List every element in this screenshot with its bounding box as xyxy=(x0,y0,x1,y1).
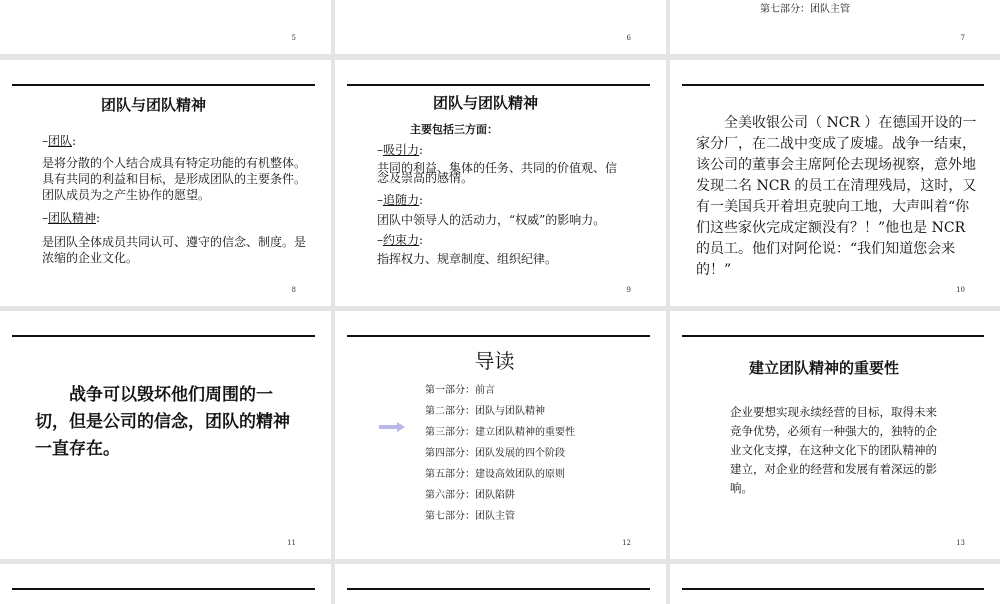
toc-item-3[interactable]: 第三部分：建立团队精神的重要性 xyxy=(425,427,575,438)
team-definition: 是将分散的个人结合成具有特定功能的有机整体。具有共同的利益和目标，是形成团队的主要条件。团队成员为之产生协作的愿望。 xyxy=(42,156,307,202)
slide-9[interactable] xyxy=(335,60,666,306)
team-label: –团队: xyxy=(42,134,77,148)
slide-5[interactable] xyxy=(0,0,331,54)
slide-15[interactable] xyxy=(335,564,666,604)
slide-7[interactable] xyxy=(670,0,1000,54)
slide-number: 5 xyxy=(291,34,296,42)
slide-title: 团队与团队精神 xyxy=(432,94,538,112)
toc-item-6[interactable]: 第六部分：团队陷阱 xyxy=(425,490,515,501)
slide-number: 6 xyxy=(626,34,631,42)
slide-subtitle: 主要包括三方面： xyxy=(410,123,498,136)
slide-8[interactable] xyxy=(0,60,331,306)
bind-label-text: 约束力 xyxy=(383,233,420,247)
slide-rule xyxy=(682,84,984,86)
slide-title: 建立团队精神的重要性 xyxy=(748,359,899,377)
current-section-arrow-icon xyxy=(379,422,405,432)
slide-number: 13 xyxy=(956,539,965,547)
slide-number: 7 xyxy=(960,34,965,42)
slide-number: 11 xyxy=(287,539,296,547)
slide-rule xyxy=(347,335,650,337)
quote-text: 战争可以毁坏他们周围的一切，但是公司的信念，团队的精神一直存在。 xyxy=(35,385,290,459)
slide-title: 团队与团队精神 xyxy=(100,96,206,114)
bind-text: 指挥权力、规章制度、组织纪律。 xyxy=(377,252,558,266)
toc-item-4[interactable]: 第四部分：团队发展的四个阶段 xyxy=(425,448,565,459)
slide-6[interactable] xyxy=(335,0,666,54)
slide-11[interactable] xyxy=(0,311,331,559)
attract-label-text: 吸引力 xyxy=(383,143,420,157)
slide-rule xyxy=(682,335,984,337)
slide-13[interactable] xyxy=(670,311,1000,559)
attract-label: –吸引力: xyxy=(377,143,424,157)
slide-rule xyxy=(12,588,315,590)
follow-text: 团队中领导人的活动力，“权威”的影响力。 xyxy=(377,213,606,227)
spirit-label-text: 团队精神 xyxy=(48,211,97,225)
bind-label: –约束力: xyxy=(377,233,424,247)
slide-number: 12 xyxy=(622,539,631,547)
slide-14[interactable] xyxy=(0,564,331,604)
slide-title: 导读 xyxy=(474,349,515,373)
slide-10[interactable] xyxy=(670,60,1000,306)
slide-rule xyxy=(12,335,315,337)
slide-12[interactable] xyxy=(335,311,666,559)
slide-number: 8 xyxy=(291,286,296,294)
slide-number: 9 xyxy=(626,286,631,294)
toc-item: 第七部分：团队主管 xyxy=(760,4,850,15)
team-label-text: 团队 xyxy=(48,134,73,148)
toc-item-5[interactable]: 第五部分：建设高效团队的原则 xyxy=(425,469,565,480)
spirit-label: –团队精神: xyxy=(42,211,101,225)
follow-label-text: 追随力 xyxy=(383,193,420,207)
slide-16[interactable] xyxy=(670,564,1000,604)
spirit-definition: 是团队全体成员共同认可、遵守的信念、制度。是浓缩的企业文化。 xyxy=(42,235,307,265)
follow-label: –追随力: xyxy=(377,193,424,207)
slide-rule xyxy=(347,588,650,590)
slide-number: 10 xyxy=(956,286,965,294)
toc-item-7[interactable]: 第七部分：团队主管 xyxy=(425,511,515,522)
story-text: 全美收银公司（ NCR ）在德国开设的一家分厂，在二战中变成了废墟。战争一结束，该公司的董事会主席阿伦去现场视察，意外地发现二名 NCR 的员工在清理残局，这时，又有一美国兵开着坦克驶向工地，大声叫着“你们这些家伙完成定额没有？！”他也是 NCR 的员工。他们对阿伦说：“我们知道您会来的！” xyxy=(696,115,977,278)
toc-item-2[interactable]: 第二部分：团队与团队精神 xyxy=(425,406,545,417)
slide-rule xyxy=(347,84,650,86)
toc-item-1[interactable]: 第一部分：前言 xyxy=(425,385,495,396)
slide-rule xyxy=(682,588,984,590)
attract-text: 共同的利益、集体的任务、共同的价值观、信念及崇高的感情。 xyxy=(377,161,618,185)
slide-rule xyxy=(12,84,315,86)
importance-text: 企业要想实现永续经营的目标，取得未来竞争优势，必须有一种强大的，独特的企业文化支撑，在这种文化下的团队精神的建立，对企业的经营和发展有着深远的影响。 xyxy=(730,405,937,495)
